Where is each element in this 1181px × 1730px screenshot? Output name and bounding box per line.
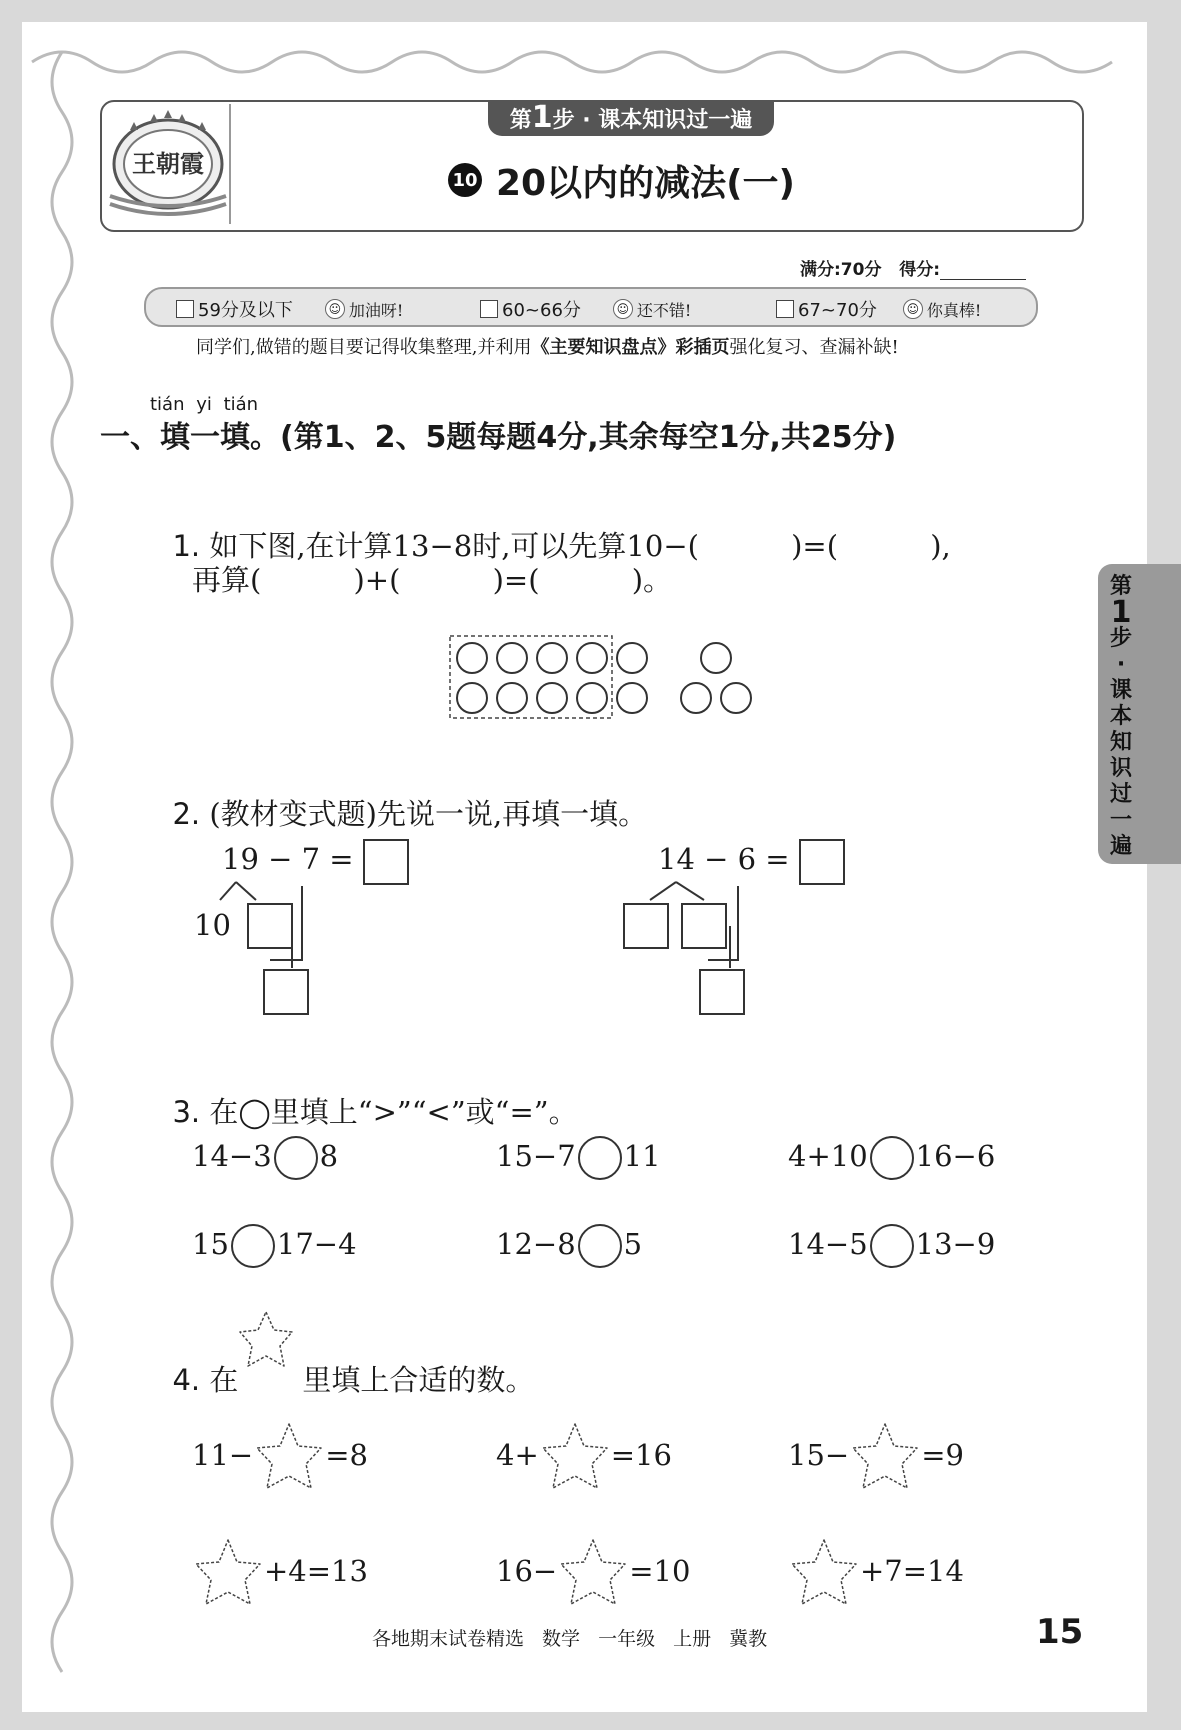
fill-star-item: 16− =10: [496, 1536, 690, 1610]
answer-box: [364, 840, 408, 884]
side-tab-char: ·: [1116, 652, 1126, 677]
answer-box: [682, 904, 726, 948]
compare-item: 14−5 13−9: [788, 1224, 995, 1268]
lesson-title-text: 20以内的减法(一): [496, 162, 796, 204]
circle: [497, 683, 527, 713]
fill-star-item: 11− =8: [192, 1420, 368, 1494]
circle: [577, 683, 607, 713]
side-tab-char: 遍: [1109, 834, 1132, 859]
circle: [537, 643, 567, 673]
star-answer-slot[interactable]: [557, 1554, 629, 1588]
side-tab-char: 1: [1110, 595, 1132, 630]
checkbox[interactable]: [776, 300, 794, 318]
compare-item: 4+10 16−6: [788, 1136, 995, 1180]
star-answer-slot[interactable]: [788, 1554, 860, 1588]
q2-right-equation: 14 − 6 =: [658, 842, 790, 876]
side-tab-char: 本: [1109, 704, 1132, 729]
answer-box: [264, 970, 308, 1014]
q2-left-equation: 19 − 7 =: [222, 842, 354, 876]
checkbox[interactable]: [176, 300, 194, 318]
side-tab-char: 步: [1109, 626, 1132, 651]
face-icon: ☺: [613, 299, 633, 319]
page-number: 15: [1036, 1612, 1084, 1652]
answer-box: [800, 840, 844, 884]
q1-circles-diagram: [446, 634, 756, 722]
q1-line1: 1. 如下图,在计算13−8时,可以先算10−( )=( ),: [172, 529, 951, 563]
rating-item: 60~66分 ☺ 还不错!: [480, 296, 691, 322]
answer-box: [624, 904, 668, 948]
circle: [701, 643, 731, 673]
compare-circle[interactable]: [578, 1136, 622, 1180]
star-answer-slot[interactable]: [539, 1438, 611, 1472]
fill-star-item: +7=14: [788, 1536, 964, 1610]
checkbox[interactable]: [480, 300, 498, 318]
q4-prompt: 4. 在 里填上合适的数。: [172, 1363, 535, 1397]
compare-item: 12−8 5: [496, 1224, 642, 1268]
side-tab-char: 课: [1109, 678, 1132, 703]
side-tab-char: 第: [1109, 574, 1132, 599]
q2-left-split: 10: [194, 908, 231, 942]
side-tab-char: 过: [1109, 782, 1132, 807]
pinyin: tián yi tián: [150, 394, 259, 415]
face-icon: ☺: [325, 299, 345, 319]
fill-star-item: 4+ =16: [496, 1420, 672, 1494]
score-blank[interactable]: [940, 261, 1026, 280]
circle: [721, 683, 751, 713]
compare-circle[interactable]: [870, 1136, 914, 1180]
compare-circle[interactable]: [578, 1224, 622, 1268]
circle: [537, 683, 567, 713]
q1-line2: 再算( )+( )=( )。: [192, 563, 673, 597]
footer-text: 各地期末试卷精选 数学 一年级 上册 冀教: [372, 1628, 768, 1650]
circle: [617, 643, 647, 673]
score-line: 满分:70分 得分:: [800, 255, 1026, 280]
circle: [577, 643, 607, 673]
step-tab: 第1步 · 课本知识过一遍: [488, 100, 774, 136]
side-tab-text: [1106, 574, 1136, 860]
side-tab-char: 知: [1109, 730, 1132, 755]
q2-right-diagram: [620, 836, 860, 1016]
fill-star-item: +4=13: [192, 1536, 368, 1610]
circle: [497, 643, 527, 673]
circle: [681, 683, 711, 713]
compare-circle[interactable]: [870, 1224, 914, 1268]
q3-prompt: 3. 在◯里填上“>”“<”或“=”。: [172, 1095, 578, 1129]
section-title: 一、填一填。(第1、2、5题每题4分,其余每空1分,共25分): [100, 420, 897, 455]
compare-item: 15 17−4: [192, 1224, 357, 1268]
tip-text: 同学们,做错的题目要记得收集整理,并利用《主要知识盘点》彩插页强化复习、查漏补缺!: [196, 337, 899, 358]
star-icon: [236, 1308, 296, 1372]
side-tab-char: 一: [1109, 808, 1132, 833]
q2-left-diagram: [190, 836, 430, 1016]
circle: [617, 683, 647, 713]
lesson-number-badge: 10: [448, 163, 482, 197]
rating-bar: [144, 287, 1038, 327]
rating-item: 67~70分 ☺ 你真棒!: [776, 296, 981, 322]
circle: [457, 643, 487, 673]
compare-item: 15−7 11: [496, 1136, 661, 1180]
compare-circle[interactable]: [231, 1224, 275, 1268]
circle: [457, 683, 487, 713]
star-answer-slot[interactable]: [253, 1438, 325, 1472]
face-icon: ☺: [903, 299, 923, 319]
compare-circle[interactable]: [274, 1136, 318, 1180]
star-answer-slot[interactable]: [192, 1554, 264, 1588]
logo-seal: [104, 104, 232, 224]
fill-star-item: 15− =9: [788, 1420, 964, 1494]
side-tab-char: 识: [1109, 756, 1132, 781]
q2-prompt: 2. (教材变式题)先说一说,再填一填。: [172, 797, 648, 831]
star-answer-slot[interactable]: [849, 1438, 921, 1472]
answer-box: [248, 904, 292, 948]
logo-divider: [229, 104, 231, 224]
rating-item: 59分及以下 ☺ 加油呀!: [176, 296, 403, 322]
answer-box: [700, 970, 744, 1014]
compare-item: 14−3 8: [192, 1136, 338, 1180]
logo-text: 王朝霞: [132, 149, 204, 178]
lesson-title: [448, 152, 795, 208]
